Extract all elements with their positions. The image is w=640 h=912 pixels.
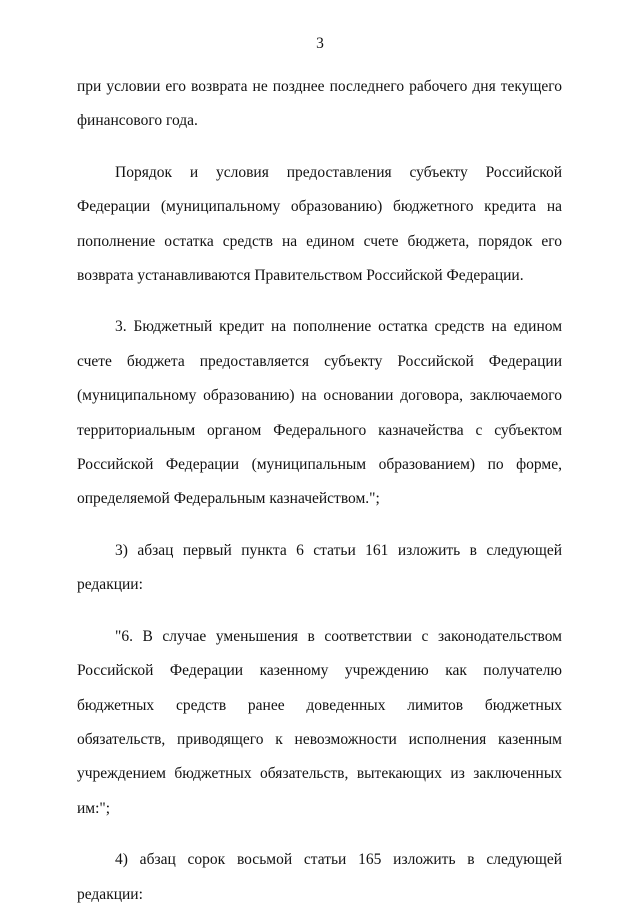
paragraph-item-3: 3. Бюджетный кредит на пополнение остатка средств на едином счете бюджета предоставляется субъекту Российской Федерации (муниципальному образованию) на основании договора, заключаемого территориальным органом Федерального казначейства с субъектом Российской Федерации (муниципальным образованием) по форме, определяемой Федеральным казначейством."; bbox=[77, 318, 562, 508]
paragraph-amendment-161: 3) абзац первый пункта 6 статьи 161 изложить в следующей редакции: bbox=[77, 541, 562, 594]
paragraph-credit-procedure: Порядок и условия предоставления субъекту Российской Федерации (муниципальному образованию) бюджетного кредита на пополнение остатка средств на едином счете бюджета, порядок его возврата устанавливаются Правительством Российской Федерации. bbox=[77, 163, 562, 285]
paragraph-continuation: при условии его возврата не позднее последнего рабочего дня текущего финансового года. bbox=[77, 78, 562, 130]
document-body bbox=[77, 70, 562, 912]
paragraph-quote-6: "6. В случае уменьшения в соответствии с законодательством Российской Федерации казенному учреждению как получателю бюджетных средств ранее доведенных лимитов бюджетных обязательств, приводящего к невозможности исполнения казенным учреждением бюджетных обязательств, вытекающих из заключенных им:"; bbox=[77, 627, 562, 817]
paragraph-amendment-165: 4) абзац сорок восьмой статьи 165 изложить в следующей редакции: bbox=[77, 851, 562, 903]
page-number: 3 bbox=[316, 35, 324, 52]
